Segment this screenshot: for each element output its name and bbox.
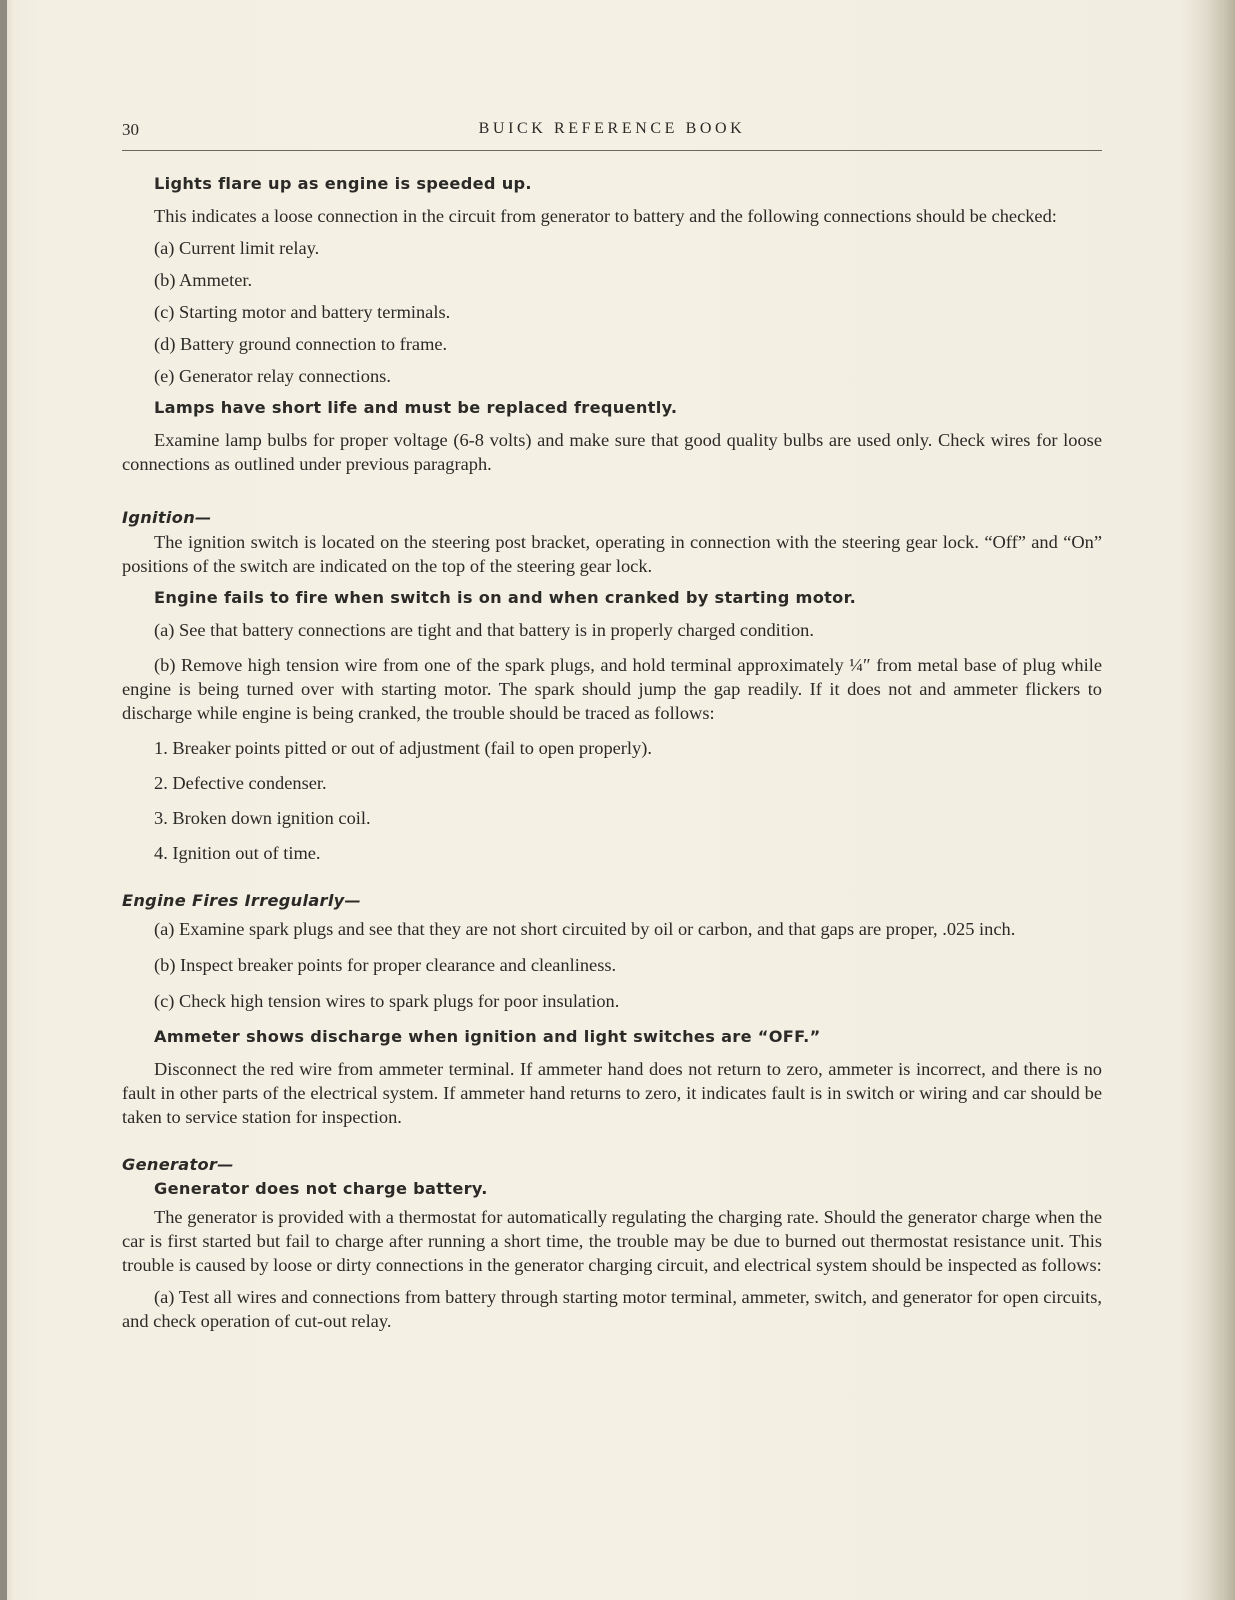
list-item: (d) Battery ground connection to frame. bbox=[154, 334, 448, 354]
list-item: 4. Ignition out of time. bbox=[154, 843, 321, 863]
paragraph: Examine lamp bulbs for proper voltage (6-8 volts) and make sure that good quality bulbs are used only. Check wires for loose connections as outlined under previous paragraph. bbox=[122, 430, 1102, 474]
list-item: 3. Broken down ignition coil. bbox=[154, 808, 371, 828]
subheading-ammeter: Ammeter shows discharge when ignition and light switches are “OFF.” bbox=[154, 1027, 821, 1046]
list-item: 2. Defective condenser. bbox=[154, 773, 327, 793]
running-title: BUICK REFERENCE BOOK bbox=[478, 120, 746, 137]
header-rule bbox=[122, 150, 1102, 151]
section-heading-engine-fires: Engine Fires Irregularly— bbox=[122, 891, 362, 910]
paragraph: This indicates a loose connection in the circuit from generator to battery and the following connections should be checked: bbox=[154, 206, 1057, 226]
list-item: (a) Examine spark plugs and see that they are not short circuited by oil or carbon, and that gaps are proper, .025 inch. bbox=[154, 919, 1016, 939]
list-item: (c) Starting motor and battery terminals. bbox=[154, 302, 451, 322]
subheading-engine-fails: Engine fails to fire when switch is on and when cranked by starting motor. bbox=[154, 588, 857, 607]
list-item: 1. Breaker points pitted or out of adjustment (fail to open properly). bbox=[154, 738, 652, 758]
list-item: (e) Generator relay connections. bbox=[154, 366, 391, 386]
section-heading-ignition: Ignition— bbox=[122, 508, 212, 527]
subheading-lights-flare: Lights flare up as engine is speeded up. bbox=[154, 174, 532, 193]
section-heading-generator: Generator— bbox=[122, 1155, 234, 1174]
page-content bbox=[122, 172, 1102, 1333]
list-item: (a) Test all wires and connections from battery through starting motor terminal, ammeter, switch, and generator for open circuits, and check operation of cut-out relay. bbox=[122, 1287, 1102, 1331]
paragraph: The generator is provided with a thermostat for automatically regulating the charging rate. Should the generator charge when the car is first started but fail to charge after running a short time, the trouble may be due to burned out thermostat resistance unit. This trouble is caused by loose or dirty connections in the generator charging circuit, and electrical system should be inspected as follows: bbox=[122, 1207, 1102, 1275]
list-item: (b) Remove high tension wire from one of the spark plugs, and hold terminal approximately ¼″ from metal base of plug while engine is being turned over with starting motor. The spark should jump the gap readily. If it does not and ammeter flickers to discharge while engine is being cranked, the trouble should be traced as follows: bbox=[122, 655, 1102, 723]
page-number: 30 bbox=[122, 120, 139, 139]
list-item: (b) Inspect breaker points for proper clearance and cleanliness. bbox=[154, 955, 617, 975]
page-right-edge bbox=[1222, 0, 1235, 1600]
page-header bbox=[122, 118, 1102, 142]
list-item: (a) See that battery connections are tight and that battery is in properly charged condition. bbox=[154, 620, 814, 640]
paragraph: The ignition switch is located on the steering post bracket, operating in connection with the steering gear lock. “Off” and “On” positions of the switch are indicated on the top of the steering gear lock. bbox=[122, 532, 1102, 576]
list-item: (c) Check high tension wires to spark plugs for poor insulation. bbox=[154, 991, 620, 1011]
list-item: (a) Current limit relay. bbox=[154, 238, 320, 258]
subheading-lamps: Lamps have short life and must be replaced frequently. bbox=[154, 398, 678, 417]
subheading-generator-no-charge: Generator does not charge battery. bbox=[154, 1179, 488, 1198]
page-left-edge bbox=[0, 0, 7, 1600]
list-item: (b) Ammeter. bbox=[154, 270, 253, 290]
paragraph: Disconnect the red wire from ammeter terminal. If ammeter hand does not return to zero, ammeter is incorrect, and there is no fault in other parts of the electrical system. If ammeter hand returns to zero, it indicates fault is in switch or wiring and car should be taken to service station for inspection. bbox=[122, 1059, 1102, 1127]
